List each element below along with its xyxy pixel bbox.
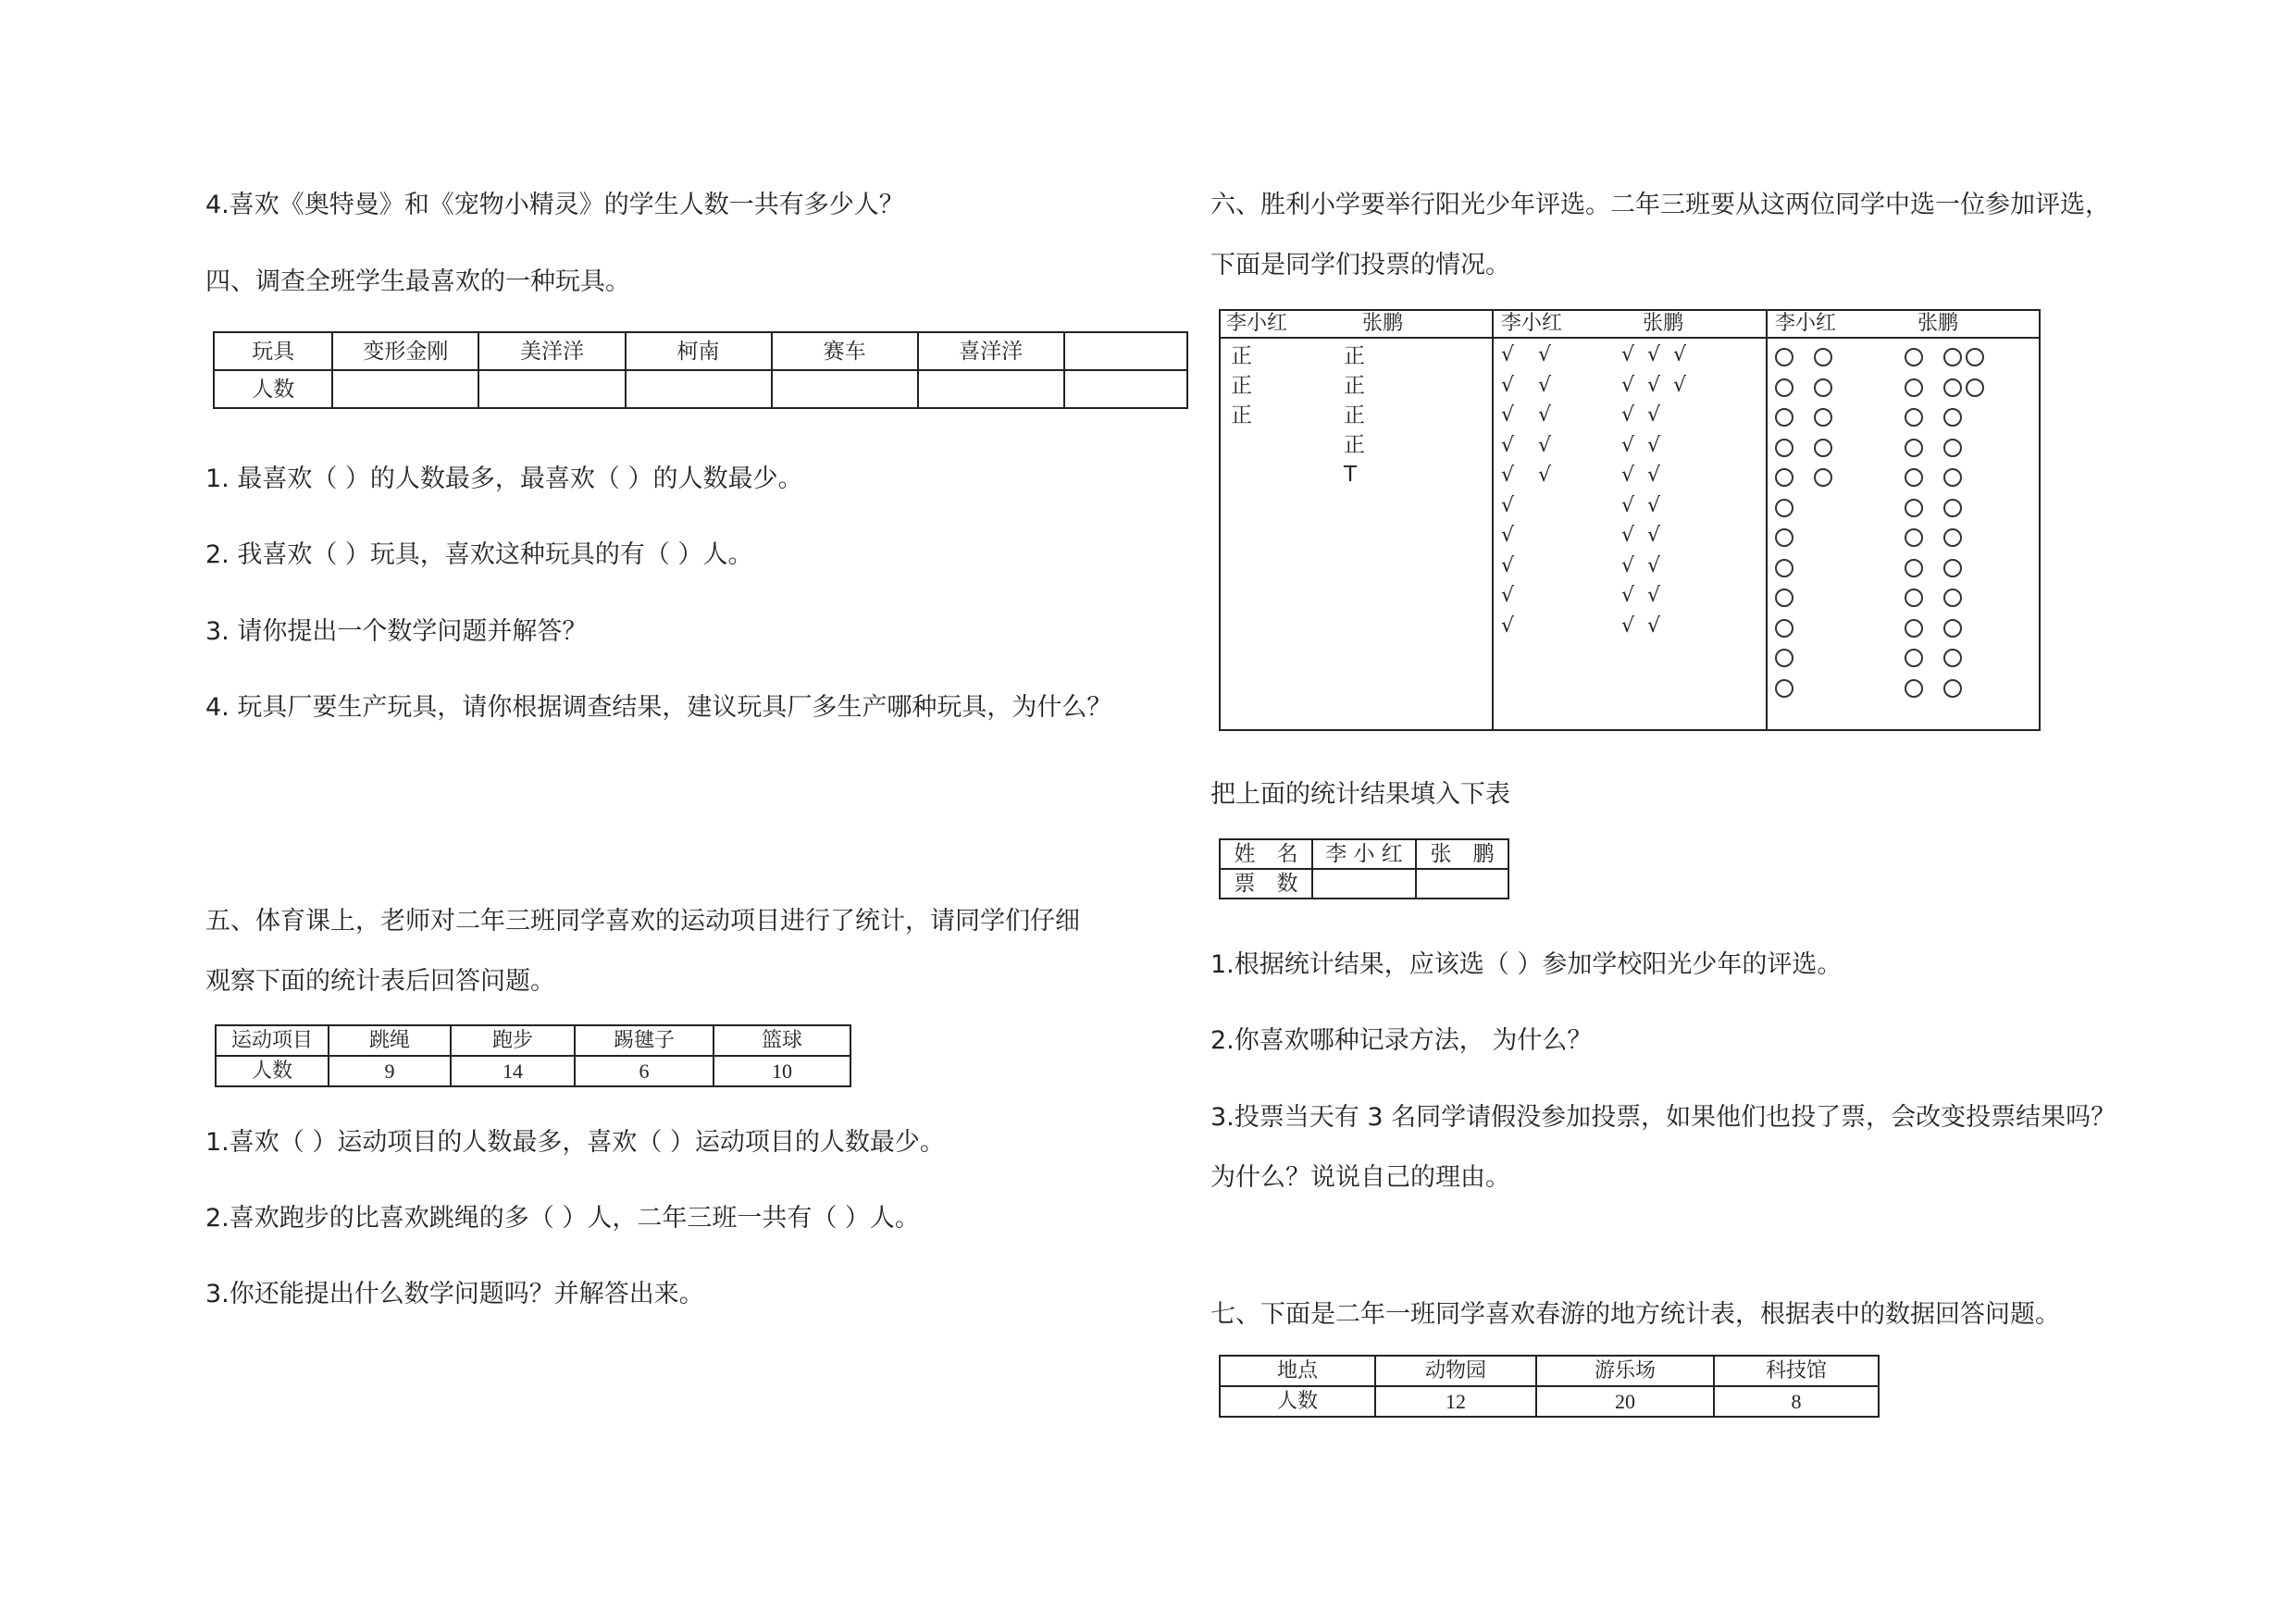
tally-zheng-mark: 正 [1344,433,1365,457]
tally-circle-mark [1943,378,1962,397]
tally-check-mark: √ [1501,343,1515,366]
table-row [1220,1386,1879,1417]
spring-outing-table [1219,1355,1880,1418]
tally-header-divider [1219,337,2041,339]
section-7-title: 七、下面是二年一班同学喜欢春游的地方统计表，根据表中的数据回答问题。 [1210,1300,2060,1329]
section-4-question-2: 2. 我喜欢（ ）玩具，喜欢这种玩具的有（ ）人。 [205,540,753,569]
table-cell-input[interactable] [626,370,772,408]
section-6-question-3: 3.投票当天有 3 名同学请假没参加投票，如果他们也投了票，会改变投票结果吗？ [1210,1103,2116,1132]
table-cell: 运动项目 [216,1025,329,1056]
section-6-title-line-2: 下面是同学们投票的情况。 [1210,251,1510,279]
tally-check-mark: √ [1538,373,1552,397]
tally-check-mark: √ [1621,524,1635,547]
tally-check-mark: √ [1621,464,1635,487]
tally-check-mark: √ [1538,464,1552,487]
tally-circle-mark [1905,378,1923,397]
tally-check-mark: √ [1538,403,1552,427]
table-cell-input[interactable] [918,370,1064,408]
tally-circle-mark [1905,528,1923,547]
question-4-pets: 4.喜欢《奥特曼》和《宠物小精灵》的学生人数一共有多少人？ [205,191,904,219]
tally-zheng-mark: 正 [1231,403,1252,428]
tally-circle-mark [1905,679,1923,698]
table-cell: 20 [1536,1386,1714,1417]
table-cell-input[interactable] [1416,869,1508,899]
tally-check-mark: √ [1647,524,1661,547]
tally-check-mark: √ [1501,373,1515,397]
tally-check-mark: √ [1501,433,1515,457]
tally-circle-mark [1775,619,1793,638]
tally-check-mark: √ [1501,614,1515,638]
tally-zheng-mark: 正 [1231,344,1252,368]
tally-check-mark: √ [1621,584,1635,607]
table-cell: 玩具 [214,332,332,370]
tally-zheng-mark: 正 [1344,374,1365,398]
tally-check-mark: √ [1501,524,1515,547]
tally-check-mark: √ [1621,553,1635,577]
table-cell: 李 小 红 [1312,839,1416,869]
tally-header-name-a: 李小红 [1226,312,1288,335]
table-cell: 动物园 [1375,1356,1536,1386]
tally-circle-mark [1966,378,1984,397]
tally-circle-mark [1943,468,1962,487]
tally-zheng-mark: 正 [1344,344,1365,368]
section-5-question-3: 3.你还能提出什么数学问题吗？并解答出来。 [205,1280,704,1308]
section-4-question-4: 4. 玩具厂要生产玩具，请你根据调查结果，建议玩具厂多生产哪种玩具，为什么？ [205,693,1112,722]
vote-tally-box [1219,309,2041,731]
tally-check-mark: √ [1501,553,1515,577]
table-row [1220,869,1508,899]
table-cell: 游乐场 [1536,1356,1714,1386]
tally-check-mark: √ [1621,433,1635,457]
toy-survey-table [213,331,1188,409]
tally-circle-mark [1905,499,1923,517]
table-cell: 踢毽子 [575,1025,714,1056]
tally-circle-mark [1943,679,1962,698]
section-6-question-3-cont: 为什么？说说自己的理由。 [1210,1163,1510,1192]
tally-circle-mark [1775,589,1793,607]
tally-circle-mark [1943,348,1962,366]
table-cell-input[interactable] [1312,869,1416,899]
section-4-question-1: 1. 最喜欢（ ）的人数最多，最喜欢（ ）的人数最少。 [205,465,803,493]
table-cell: 美洋洋 [478,332,625,370]
tally-circle-mark [1814,408,1832,427]
table-cell: 姓 名 [1220,839,1312,869]
fill-prompt: 把上面的统计结果填入下表 [1210,780,1510,809]
tally-circle-mark [1943,439,1962,457]
table-cell [1064,332,1187,370]
table-cell: 科技馆 [1714,1356,1879,1386]
tally-check-mark: √ [1538,343,1552,366]
tally-check-mark: √ [1621,343,1635,366]
table-cell: 人数 [1220,1386,1375,1417]
table-cell: 12 [1375,1386,1536,1417]
table-cell: 9 [329,1056,451,1086]
table-cell: 张 鹏 [1416,839,1508,869]
tally-circle-mark [1905,589,1923,607]
table-cell: 跳绳 [329,1025,451,1056]
tally-check-mark: √ [1647,403,1661,427]
tally-circle-mark [1905,468,1923,487]
tally-check-mark: √ [1538,433,1552,457]
tally-check-mark: √ [1501,584,1515,607]
tally-check-mark: √ [1647,493,1661,517]
tally-check-mark: √ [1647,464,1661,487]
table-cell-input[interactable] [772,370,918,408]
table-row [214,332,1187,370]
tally-check-mark: √ [1647,614,1661,638]
table-cell-input[interactable] [332,370,478,408]
tally-circle-mark [1943,408,1962,427]
tally-check-mark: √ [1501,493,1515,517]
tally-circle-mark [1775,649,1793,667]
tally-circle-mark [1814,468,1832,487]
table-cell: 人数 [216,1056,329,1086]
table-cell: 人数 [214,370,332,408]
tally-header-name-a: 李小红 [1775,312,1837,335]
tally-check-mark: √ [1621,373,1635,397]
tally-circle-mark [1775,559,1793,577]
section-6-question-2: 2.你喜欢哪种记录方法， 为什么？ [1210,1026,1593,1055]
table-cell: 8 [1714,1386,1879,1417]
tally-check-mark: √ [1647,584,1661,607]
tally-circle-mark [1775,348,1793,366]
tally-divider-1 [1492,309,1494,731]
tally-circle-mark [1775,408,1793,427]
tally-circle-mark [1775,679,1793,698]
tally-check-mark: √ [1673,373,1687,397]
table-cell-input[interactable] [1064,370,1187,408]
tally-zheng-mark: 正 [1344,403,1365,428]
table-cell-input[interactable] [478,370,625,408]
table-row [1220,1356,1879,1386]
table-cell: 10 [714,1056,850,1086]
tally-divider-2 [1766,309,1768,731]
tally-circle-mark [1775,499,1793,517]
section-5-question-2: 2.喜欢跑步的比喜欢跳绳的多（ ）人，二年三班一共有（ ）人。 [205,1204,920,1233]
tally-check-mark: √ [1501,403,1515,427]
tally-circle-mark [1775,378,1793,397]
tally-circle-mark [1905,408,1923,427]
tally-circle-mark [1905,619,1923,638]
table-row [1220,839,1508,869]
table-cell: 喜洋洋 [918,332,1064,370]
tally-check-mark: √ [1501,464,1515,487]
table-cell: 地点 [1220,1356,1375,1386]
tally-circle-mark [1943,589,1962,607]
table-cell: 票 数 [1220,869,1312,899]
table-row [214,370,1187,408]
table-cell: 变形金刚 [332,332,478,370]
tally-check-mark: √ [1621,493,1635,517]
tally-circle-mark [1966,348,1984,366]
tally-zheng-mark: 正 [1231,374,1252,398]
tally-header-name-b: 张鹏 [1643,312,1684,335]
tally-circle-mark [1814,439,1832,457]
tally-header-name-b: 张鹏 [1917,312,1959,335]
sports-table [215,1024,851,1087]
section-5-title-line-2: 观察下面的统计表后回答问题。 [205,967,555,996]
table-row [216,1025,850,1056]
tally-circle-mark [1943,499,1962,517]
tally-check-mark: √ [1647,343,1661,366]
tally-circle-mark [1905,649,1923,667]
tally-circle-mark [1775,439,1793,457]
table-cell: 跑步 [451,1025,575,1056]
tally-check-mark: √ [1647,373,1661,397]
tally-header-name-b: 张鹏 [1362,312,1404,335]
table-cell: 14 [451,1056,575,1086]
tally-circle-mark [1775,528,1793,547]
section-5-question-1: 1.喜欢（ ）运动项目的人数最多，喜欢（ ）运动项目的人数最少。 [205,1128,945,1157]
tally-circle-mark [1943,528,1962,547]
table-cell: 6 [575,1056,714,1086]
table-row [216,1056,850,1086]
section-5-title-line-1: 五、体育课上，老师对二年三班同学喜欢的运动项目进行了统计，请同学们仔细 [205,907,1080,936]
tally-check-mark: √ [1621,403,1635,427]
tally-circle-mark [1814,378,1832,397]
tally-check-mark: √ [1621,614,1635,638]
tally-circle-mark [1905,439,1923,457]
section-6-title-line-1: 六、胜利小学要举行阳光少年评选。二年三班要从这两位同学中选一位参加评选， [1210,191,2110,219]
tally-circle-mark [1943,559,1962,577]
tally-check-mark: √ [1647,433,1661,457]
tally-circle-mark [1905,559,1923,577]
vote-result-table [1219,838,1509,899]
tally-circle-mark [1905,348,1923,366]
tally-check-mark: √ [1673,343,1687,366]
tally-circle-mark [1775,468,1793,487]
section-4-question-3: 3. 请你提出一个数学问题并解答？ [205,617,588,646]
tally-circle-mark [1943,619,1962,638]
table-cell: 赛车 [772,332,918,370]
tally-zheng-mark: T [1344,463,1358,487]
tally-circle-mark [1943,649,1962,667]
section-6-question-1: 1.根据统计结果，应该选（ ）参加学校阳光少年的评选。 [1210,950,1843,979]
tally-check-mark: √ [1647,553,1661,577]
table-cell: 篮球 [714,1025,850,1056]
table-cell: 柯南 [626,332,772,370]
tally-circle-mark [1814,348,1832,366]
tally-header-name-a: 李小红 [1501,312,1563,335]
section-4-title: 四、调查全班学生最喜欢的一种玩具。 [205,267,630,296]
